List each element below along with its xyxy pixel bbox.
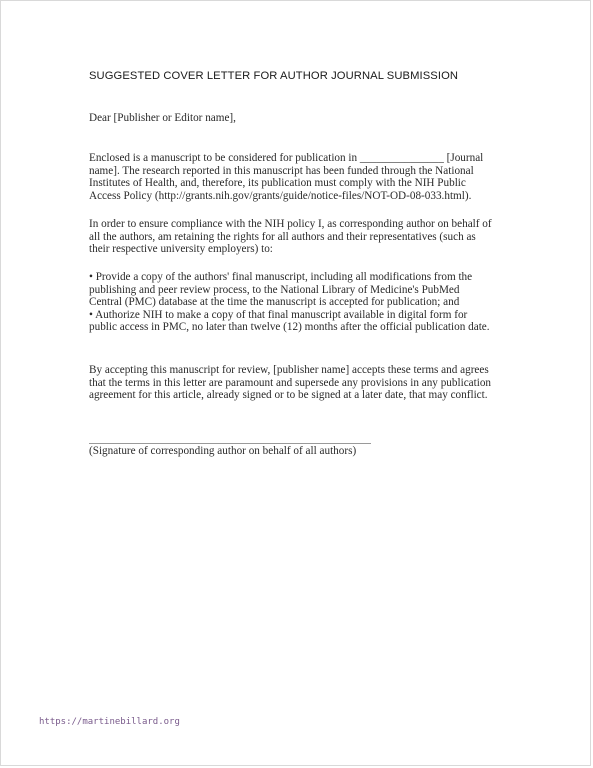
signature-caption: (Signature of corresponding author on behalf of all authors) <box>89 445 357 457</box>
text-line: that the terms in this letter are paramount and supersede any provisions in any publication <box>89 376 492 389</box>
signature-line <box>89 443 371 444</box>
text-line: Access Policy (http://grants.nih.gov/grants/guide/notice-files/NOT-OD-08-033.html). <box>89 189 472 202</box>
document-title: SUGGESTED COVER LETTER FOR AUTHOR JOURNAL SUBMISSION <box>89 70 459 82</box>
text-line: • Provide a copy of the authors' final manuscript, including all modifications from the <box>89 271 473 283</box>
text-line: all the authors, am retaining the rights for all authors and their representatives (such as <box>89 230 476 243</box>
salutation: Dear [Publisher or Editor name], <box>89 112 236 124</box>
paragraph-funding <box>89 152 514 202</box>
paragraph-compliance <box>89 218 514 256</box>
text-line: their respective university employers) to: <box>89 243 273 256</box>
text-line: name]. The research reported in this manuscript has been funded through the National <box>89 164 474 177</box>
source-url-link[interactable]: https://martinebillard.org <box>39 717 180 727</box>
text-line: Institutes of Health, and, therefore, its publication must comply with the NIH Public <box>89 177 466 190</box>
paragraph-rights-list <box>89 271 514 334</box>
text-line: By accepting this manuscript for review, [publisher name] accepts these terms and agrees <box>89 364 489 376</box>
paragraph-acceptance <box>89 364 514 402</box>
text-line: Central (PMC) database at the time the manuscript is accepted for publication; and <box>89 296 460 309</box>
text-line: • Authorize NIH to make a copy of that final manuscript available in digital form for <box>89 308 468 321</box>
text-line: publishing and peer review process, to the National Library of Medicine's PubMed <box>89 283 460 296</box>
text-line: In order to ensure compliance with the NIH policy I, as corresponding author on behalf of <box>89 218 492 230</box>
text-line: public access in PMC, no later than twelve (12) months after the official publication date. <box>89 321 490 334</box>
text-line: agreement for this article, already signed or to be signed at a later date, that may conflict. <box>89 389 488 402</box>
text-line: Enclosed is a manuscript to be considered for publication in _______________ [Journal <box>89 152 484 164</box>
